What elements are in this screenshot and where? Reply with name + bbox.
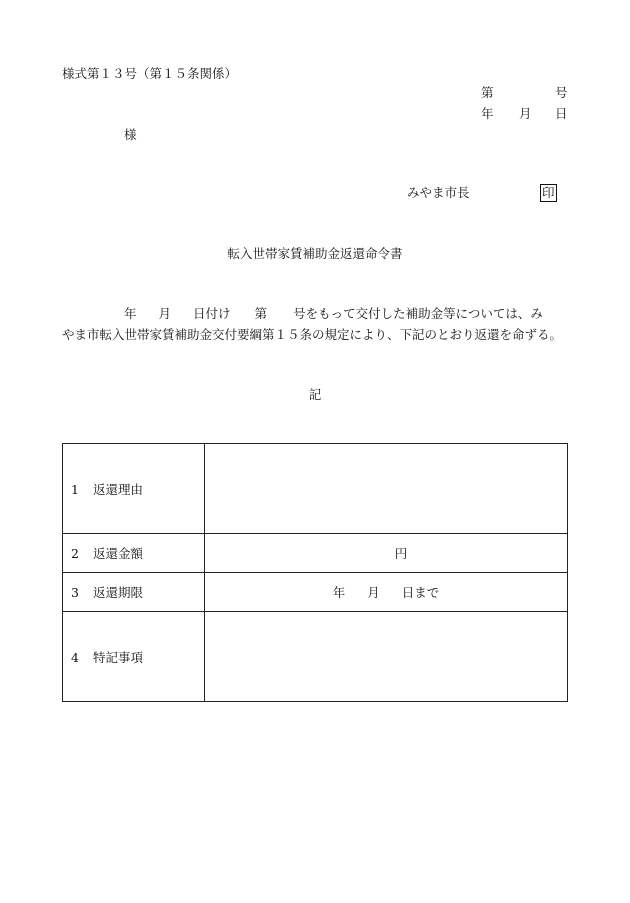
- table-row-refund-deadline: [63, 573, 568, 612]
- document-title: 転入世帯家賃補助金返還命令書: [227, 246, 403, 261]
- form-number: 様式第１３号（第１５条関係）: [62, 66, 238, 81]
- row-label: 返還理由: [93, 481, 144, 497]
- body-number-prefix: 第: [254, 306, 268, 321]
- body-line-2: やま市転入世帯家賃補助金交付要綱第１５条の規定により、下記のとおり返還を命ずる。: [62, 327, 563, 342]
- refund-amount-field[interactable]: [205, 534, 568, 573]
- body-line-1-rest: 号をもって交付した補助金等については、み: [293, 306, 543, 321]
- addressee-suffix: 様: [124, 127, 137, 142]
- doc-number-suffix: 号: [555, 85, 568, 100]
- seal-mark: 印: [542, 185, 555, 200]
- row-number: 1: [71, 481, 79, 497]
- table-row-refund-reason: [63, 444, 568, 534]
- table-row-special-notes: [63, 612, 568, 702]
- refund-reason-field[interactable]: [205, 444, 568, 534]
- row-label-cell: [63, 534, 205, 573]
- body-line-1: [62, 306, 543, 322]
- ki-label: 記: [308, 387, 322, 402]
- doc-number-prefix: 第: [481, 85, 494, 100]
- deadline-day-suffix: 日まで: [401, 585, 440, 600]
- row-label-cell: [63, 573, 205, 612]
- row-label-cell: [63, 612, 205, 702]
- amount-unit: 円: [394, 546, 408, 561]
- row-number: 4: [71, 649, 79, 665]
- body-year-label: 年: [124, 306, 137, 321]
- row-label-cell: [63, 444, 205, 534]
- refund-deadline-field[interactable]: [205, 573, 568, 612]
- special-notes-field[interactable]: [205, 612, 568, 702]
- row-number: 2: [71, 546, 79, 561]
- date-month-label: 月: [519, 106, 532, 121]
- date-day-label: 日: [555, 106, 568, 121]
- detail-table: [62, 443, 568, 702]
- row-label: 返還金額: [93, 546, 144, 561]
- date-year-label: 年: [481, 106, 494, 121]
- table-row-refund-amount: [63, 534, 568, 573]
- deadline-year-label: 年: [332, 585, 346, 600]
- body-month-label: 月: [158, 306, 172, 321]
- row-label: 返還期限: [93, 585, 144, 600]
- issuer-name: みやま市長: [407, 185, 470, 200]
- row-label: 特記事項: [93, 649, 144, 665]
- deadline-month-label: 月: [367, 585, 380, 600]
- row-number: 3: [71, 585, 79, 600]
- body-date-suffix: 日付け: [193, 306, 231, 321]
